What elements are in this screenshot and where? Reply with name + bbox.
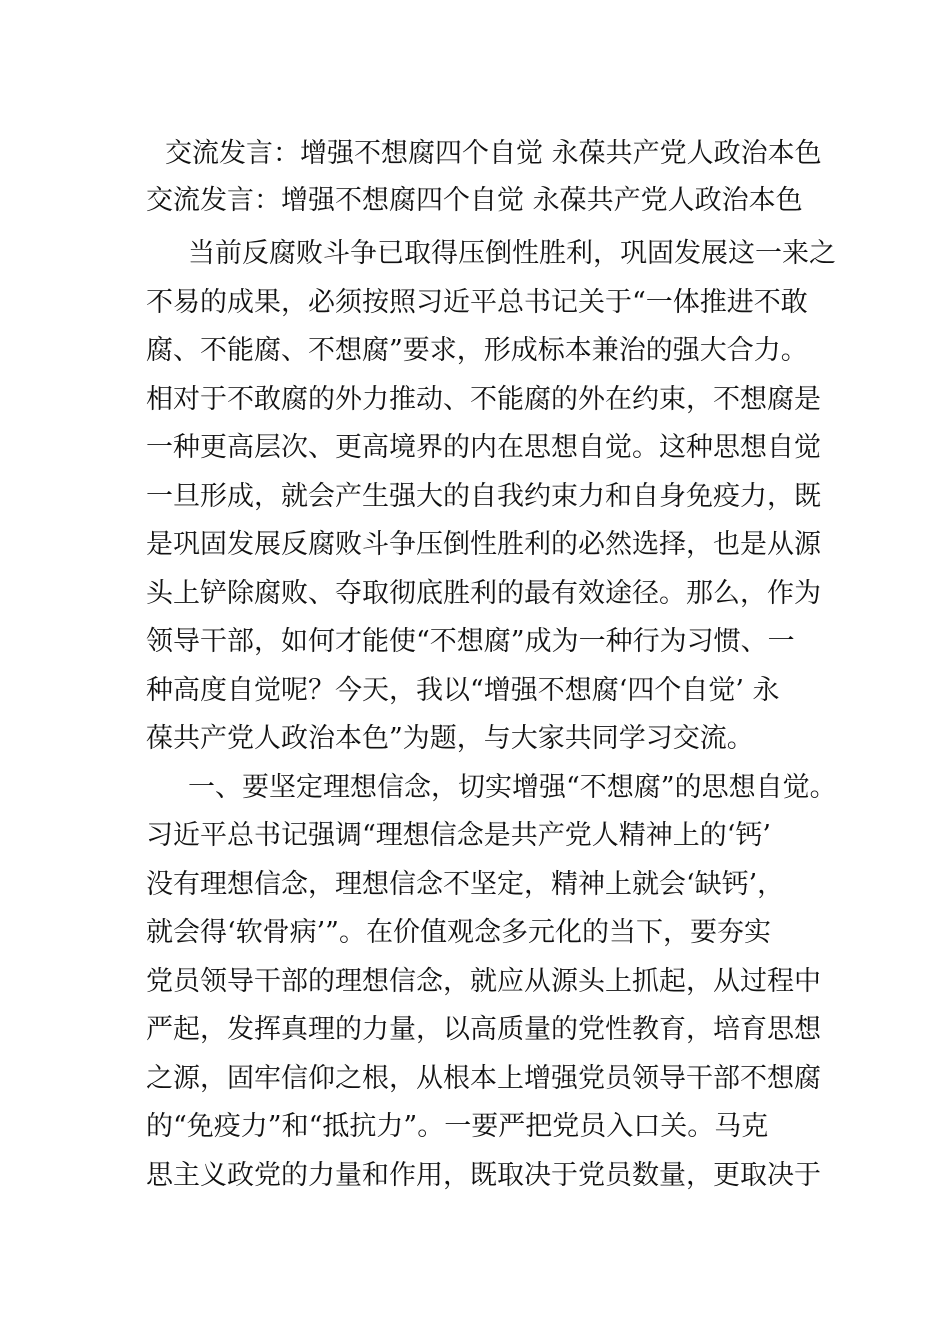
paragraph-line: 习近平总书记强调“理想信念是共产党人精神上的‘钙’ xyxy=(146,820,771,851)
paragraph-line: 葆共产党人政治本色”为题，与大家共同学习交流。 xyxy=(146,723,754,754)
paragraph-line: 就会得‘软骨病’”。在价值观念多元化的当下，要夯实 xyxy=(146,917,771,948)
document-title: 交流发言：增强不想腐四个自觉 永葆共产党人政治本色 xyxy=(165,138,822,169)
paragraph-line: 头上铲除腐败、夺取彻底胜利的最有效途径。那么，作为 xyxy=(146,578,821,609)
paragraph-line: 之源，固牢信仰之根，从根本上增强党员领导干部不想腐 xyxy=(146,1063,821,1094)
paragraph-line: 不易的成果，必须按照习近平总书记关于“一体推进不敢 xyxy=(146,287,808,318)
paragraph-line: 是巩固发展反腐败斗争压倒性胜利的必然选择，也是从源 xyxy=(146,529,821,560)
paragraph-line: 腐、不能腐、不想腐”要求，形成标本兼治的强大合力。 xyxy=(146,335,808,366)
paragraph-line: 领导干部，如何才能使“不想腐”成为一种行为习惯、一 xyxy=(146,626,795,657)
paragraph-line: 相对于不敢腐的外力推动、不能腐的外在约束，不想腐是 xyxy=(146,384,821,415)
paragraph-line: 没有理想信念，理想信念不坚定，精神上就会‘缺钙’， xyxy=(146,869,785,900)
document-title-repeat: 交流发言：增强不想腐四个自觉 永葆共产党人政治本色 xyxy=(146,185,803,216)
paragraph-line: 严起，发挥真理的力量，以高质量的党性教育，培育思想 xyxy=(146,1014,821,1045)
paragraph-line: 当前反腐败斗争已取得压倒性胜利，巩固发展这一来之 xyxy=(188,238,836,269)
section-heading-line: 一、要坚定理想信念，切实增强“不想腐”的思想自觉。 xyxy=(188,772,837,803)
paragraph-line: 一种更高层次、更高境界的内在思想自觉。这种思想自觉 xyxy=(146,432,821,463)
paragraph-line: 的“免疫力”和“抵抗力”。一要严把党员入口关。马克 xyxy=(146,1111,769,1142)
paragraph-line: 一旦形成，就会产生强大的自我约束力和自身免疫力，既 xyxy=(146,481,821,512)
paragraph-line: 种高度自觉呢？今天，我以“增强不想腐‘四个自觉’ 永 xyxy=(146,675,780,706)
paragraph-line: 党员领导干部的理想信念，就应从源头上抓起，从过程中 xyxy=(146,966,821,997)
paragraph-line: 思主义政党的力量和作用，既取决于党员数量，更取决于 xyxy=(146,1160,821,1191)
